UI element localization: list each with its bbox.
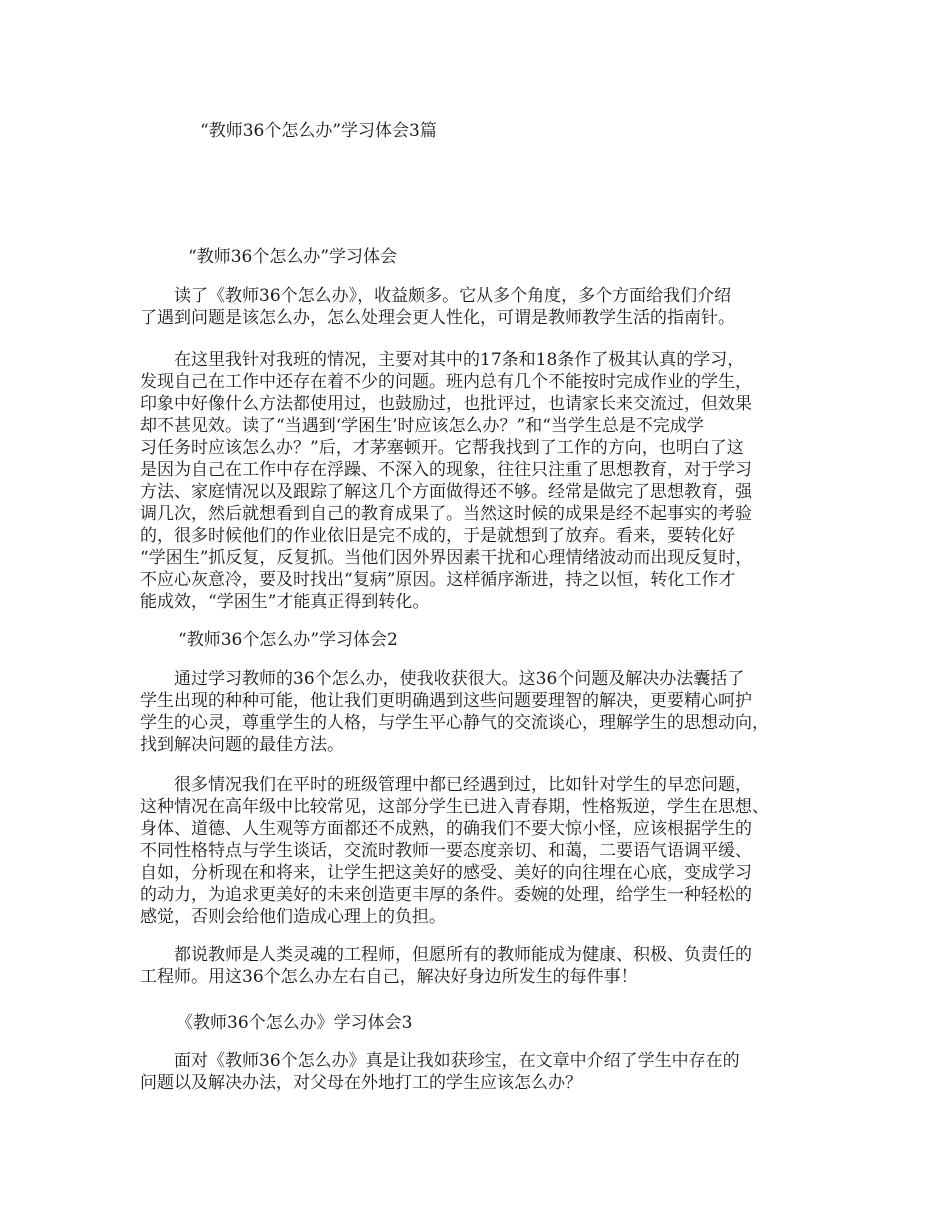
paragraph bbox=[140, 944, 820, 988]
text-line: 问题以及解决办法，对父母在外地打工的学生应该怎么办？ bbox=[140, 1073, 582, 1093]
text-line: 很多情况我们在平时的班级管理中都已经遇到过，比如针对学生的早恋问题， bbox=[140, 775, 752, 795]
text-line: 不同性格特点与学生谈话，交流时教师一要态度亲切、和蔼，二要语气语调平缓、 bbox=[140, 841, 752, 861]
text-line: 习任务时应该怎么办？”后，才茅塞顿开。它帮我找到了工作的方向，也明白了这 bbox=[140, 438, 744, 458]
paragraph bbox=[140, 349, 820, 613]
section-heading: 《教师36个怎么办》学习体会3 bbox=[176, 1013, 413, 1033]
text-line: 读了《教师36个怎么办》，收益颇多。它从多个角度，多个方面给我们介绍 bbox=[140, 286, 732, 306]
text-line: 印象中好像什么方法都使用过，也鼓励过，也批评过，也请家长来交流过，但效果 bbox=[140, 394, 752, 414]
text-line: 调几次，然后就想看到自己的教育成果了。当然这时候的成果是经不起事实的考验 bbox=[140, 504, 752, 524]
document-title: “教师36个怎么办”学习体会3篇 bbox=[200, 121, 437, 141]
paragraph bbox=[140, 668, 820, 756]
text-line: 了遇到问题是该怎么办，怎么处理会更人性化，可谓是教师教学生活的指南针。 bbox=[140, 308, 735, 328]
text-line: 在这里我针对我班的情况，主要对其中的17条和18条作了极其认真的学习， bbox=[140, 350, 745, 370]
section-heading: “教师36个怎么办”学习体会2 bbox=[178, 630, 398, 650]
text-line: 学生的心灵，尊重学生的人格，与学生平心静气的交流谈心，理解学生的思想动向， bbox=[140, 713, 769, 733]
text-line: 的，很多时候他们的作业依旧是完不成的，于是就想到了放弃。看来，要转化好 bbox=[140, 526, 735, 546]
text-line: 都说教师是人类灵魂的工程师，但愿所有的教师能成为健康、积极、负责任的 bbox=[140, 945, 752, 965]
section-heading: “教师36个怎么办”学习体会 bbox=[188, 247, 398, 267]
text-line: 发现自己在工作中还存在着不少的问题。班内总有几个不能按时完成作业的学生， bbox=[140, 372, 752, 392]
text-line: 感觉，否则会给他们造成心理上的负担。 bbox=[140, 907, 446, 927]
text-line: 能成效，“学困生”才能真正得到转化。 bbox=[140, 592, 430, 612]
paragraph bbox=[140, 774, 820, 928]
text-line: 却不甚见效。读了“当遇到‘学困生’时应该怎么办？”和“当学生总是不完成学 bbox=[140, 416, 704, 436]
text-line: 身体、道德、人生观等方面都还不成熟，的确我们不要大惊小怪，应该根据学生的 bbox=[140, 819, 752, 839]
text-line: 学生出现的种种可能，他让我们更明确遇到这些问题要理智的解决，更要精心呵护 bbox=[140, 691, 752, 711]
text-line: “学困生”抓反复，反复抓。当他们因外界因素干扰和心理情绪波动而出现反复时， bbox=[140, 548, 753, 568]
text-line: 找到解决问题的最佳方法。 bbox=[140, 735, 344, 755]
paragraph bbox=[140, 1050, 820, 1094]
paragraph bbox=[140, 285, 820, 329]
text-line: 的动力，为追求更美好的未来创造更丰厚的条件。委婉的处理，给学生一种轻松的 bbox=[140, 885, 752, 905]
text-line: 是因为自己在工作中存在浮躁、不深入的现象，往往只注重了思想教育，对于学习 bbox=[140, 460, 752, 480]
text-line: 方法、家庭情况以及跟踪了解这几个方面做得还不够。经常是做完了思想教育，强 bbox=[140, 482, 752, 502]
text-line: 自如，分析现在和将来，让学生把这美好的感受、美好的向往埋在心底，变成学习 bbox=[140, 863, 752, 883]
text-line: 不应心灰意冷，要及时找出“复病”原因。这样循序渐进，持之以恒，转化工作才 bbox=[140, 570, 736, 590]
text-line: 这种情况在高年级中比较常见，这部分学生已进入青春期，性格叛逆，学生在思想、 bbox=[140, 797, 769, 817]
text-line: 通过学习教师的36个怎么办，使我收获很大。这36个问题及解决办法囊括了 bbox=[140, 669, 745, 689]
text-line: 面对《教师36个怎么办》真是让我如获珍宝，在文章中介绍了学生中存在的 bbox=[140, 1051, 740, 1071]
text-line: 工程师。用这36个怎么办左右自己，解决好身边所发生的每件事！ bbox=[140, 967, 638, 987]
